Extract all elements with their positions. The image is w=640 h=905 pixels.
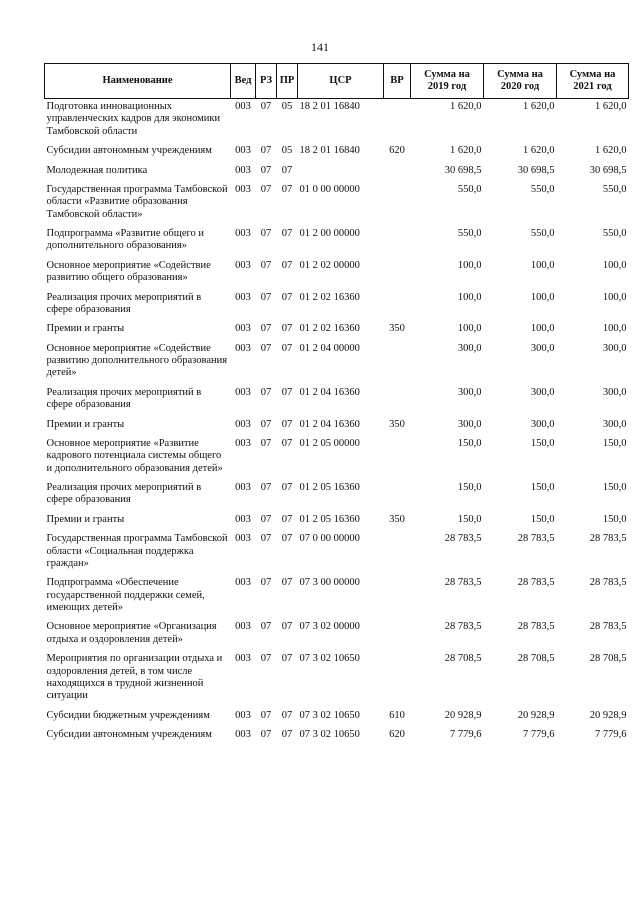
row-ved: 003 xyxy=(235,513,251,525)
row-sum-2020: 300,0 xyxy=(530,386,555,398)
row-csr: 01 2 04 16360 xyxy=(299,418,360,430)
row-vr xyxy=(384,651,411,708)
row-rz: 07 xyxy=(260,323,272,335)
row-csr: 01 2 05 00000 xyxy=(299,437,360,449)
row-sum-2019: 100,0 xyxy=(457,259,482,271)
row-csr xyxy=(298,163,384,182)
row-rz: 07 xyxy=(260,653,272,665)
row-sum-2021: 300,0 xyxy=(602,342,627,354)
row-sum-2020: 550,0 xyxy=(530,228,555,239)
row-vr: 610 xyxy=(389,709,405,721)
row-ved: 003 xyxy=(235,183,251,195)
row-name: Премии и гранты xyxy=(46,323,125,335)
row-rz: 07 xyxy=(260,418,272,430)
row-vr xyxy=(384,163,411,182)
row-pr: 07 xyxy=(281,653,293,665)
row-name: Реализация прочих мероприятий в сфере образования xyxy=(46,386,202,411)
row-sum-2019: 28 708,5 xyxy=(444,653,482,665)
row-sum-2020: 550,0 xyxy=(530,183,555,195)
row-ved: 003 xyxy=(235,709,251,721)
row-name: Подпрограмма «Развитие общего и дополнительного образования» xyxy=(46,228,205,252)
row-sum-2020: 7 779,6 xyxy=(523,729,555,740)
row-sum-2020: 28 783,5 xyxy=(517,621,555,633)
row-pr: 07 xyxy=(281,386,293,398)
header-vr: ВР xyxy=(384,64,411,99)
table-row xyxy=(45,436,629,480)
page-number: 141 xyxy=(311,40,329,54)
row-name: Основное мероприятие «Содействие развитию дополнительного образования детей» xyxy=(46,342,228,379)
row-sum-2019: 1 620,0 xyxy=(450,101,482,112)
row-sum-2021: 28 783,5 xyxy=(589,621,627,633)
row-sum-2020: 100,0 xyxy=(530,259,555,271)
row-csr: 01 2 05 16360 xyxy=(299,513,360,525)
table-row xyxy=(45,385,629,417)
row-vr xyxy=(384,290,411,322)
row-pr: 07 xyxy=(281,482,293,493)
row-vr xyxy=(384,258,411,290)
row-name: Основное мероприятие «Организация отдыха и оздоровления детей» xyxy=(46,621,217,645)
row-name: Субсидии автономным учреждениям xyxy=(46,145,212,157)
row-sum-2021: 7 779,6 xyxy=(595,729,627,740)
row-vr xyxy=(384,575,411,619)
row-sum-2020: 1 620,0 xyxy=(523,101,555,112)
row-vr xyxy=(384,99,411,144)
row-name: Государственная программа Тамбовской области «Развитие образования Тамбовской области» xyxy=(46,183,228,220)
row-pr: 07 xyxy=(281,342,293,354)
table-row xyxy=(45,99,629,144)
row-csr: 07 3 02 10650 xyxy=(299,709,360,721)
table-row xyxy=(45,341,629,385)
row-csr: 01 2 02 16360 xyxy=(299,323,360,335)
row-name: Мероприятия по организации отдыха и оздоровления детей, в том числе находящихся в трудной жизненной ситуации xyxy=(46,653,223,702)
table-row xyxy=(45,143,629,162)
row-ved: 003 xyxy=(235,621,251,633)
row-sum-2019: 300,0 xyxy=(457,386,482,398)
budget-table xyxy=(44,63,629,746)
row-rz: 07 xyxy=(260,482,272,493)
row-name: Премии и гранты xyxy=(46,513,125,525)
row-sum-2019: 150,0 xyxy=(457,513,482,525)
table-header-row xyxy=(45,64,629,99)
row-name: Основное мероприятие «Содействие развитию общего образования» xyxy=(46,259,211,284)
row-ved: 003 xyxy=(235,323,251,335)
row-vr xyxy=(384,531,411,575)
row-sum-2019: 150,0 xyxy=(457,437,482,449)
table-row xyxy=(45,727,629,746)
row-rz: 07 xyxy=(260,291,272,303)
row-csr: 07 3 02 10650 xyxy=(299,729,360,740)
row-ved: 003 xyxy=(235,437,251,449)
row-vr: 350 xyxy=(389,323,405,335)
row-pr: 07 xyxy=(281,533,293,545)
row-sum-2020: 28 783,5 xyxy=(517,577,555,589)
table-row xyxy=(45,182,629,226)
row-rz: 07 xyxy=(260,386,272,398)
row-sum-2021: 20 928,9 xyxy=(589,709,627,721)
row-pr: 07 xyxy=(281,709,293,721)
row-sum-2019: 20 928,9 xyxy=(444,709,482,721)
row-name: Реализация прочих мероприятий в сфере образования xyxy=(46,482,202,506)
row-sum-2019: 550,0 xyxy=(457,228,482,239)
row-ved: 003 xyxy=(235,482,251,493)
row-csr: 07 3 02 00000 xyxy=(299,621,360,633)
table-row xyxy=(45,321,629,340)
row-rz: 07 xyxy=(260,228,272,239)
row-sum-2019: 300,0 xyxy=(457,342,482,354)
row-ved: 003 xyxy=(235,259,251,271)
row-vr xyxy=(384,341,411,385)
row-ved: 003 xyxy=(235,729,251,740)
row-vr: 350 xyxy=(389,513,405,525)
row-pr: 07 xyxy=(281,437,293,449)
row-sum-2020: 100,0 xyxy=(530,291,555,303)
row-sum-2019: 30 698,5 xyxy=(444,164,482,176)
row-name: Подпрограмма «Обеспечение государственной поддержки семей, имеющих детей» xyxy=(46,577,205,613)
row-pr: 07 xyxy=(281,291,293,303)
row-vr xyxy=(384,182,411,226)
row-sum-2019: 7 779,6 xyxy=(450,729,482,740)
row-sum-2021: 550,0 xyxy=(602,183,627,195)
table-row xyxy=(45,708,629,727)
row-pr: 07 xyxy=(281,621,293,633)
row-rz: 07 xyxy=(260,729,272,740)
row-sum-2020: 30 698,5 xyxy=(517,164,555,176)
header-2019: Сумма на 2019 год xyxy=(411,64,484,99)
row-ved: 003 xyxy=(235,418,251,430)
row-sum-2019: 100,0 xyxy=(457,323,482,335)
row-sum-2021: 1 620,0 xyxy=(595,101,627,112)
row-rz: 07 xyxy=(260,164,272,176)
row-ved: 003 xyxy=(235,291,251,303)
row-rz: 07 xyxy=(260,101,272,112)
header-csr: ЦСР xyxy=(298,64,384,99)
row-sum-2021: 28 783,5 xyxy=(589,577,627,589)
row-rz: 07 xyxy=(260,513,272,525)
row-rz: 07 xyxy=(260,342,272,354)
row-sum-2019: 28 783,5 xyxy=(444,533,482,545)
row-csr: 01 2 00 00000 xyxy=(299,228,360,239)
row-csr: 07 0 00 00000 xyxy=(299,533,360,545)
row-vr: 620 xyxy=(389,729,405,740)
row-pr: 07 xyxy=(281,513,293,525)
row-rz: 07 xyxy=(260,437,272,449)
row-rz: 07 xyxy=(260,621,272,633)
row-pr: 07 xyxy=(281,729,293,740)
row-pr: 07 xyxy=(281,323,293,335)
row-vr xyxy=(384,436,411,480)
row-csr: 01 0 00 00000 xyxy=(299,183,360,195)
row-sum-2021: 28 783,5 xyxy=(589,533,627,545)
row-sum-2021: 28 708,5 xyxy=(589,653,627,665)
row-rz: 07 xyxy=(260,533,272,545)
row-rz: 07 xyxy=(260,145,272,157)
table-row xyxy=(45,258,629,290)
row-pr: 05 xyxy=(281,101,293,112)
table-row xyxy=(45,512,629,531)
row-csr: 01 2 04 00000 xyxy=(299,342,360,354)
row-sum-2019: 28 783,5 xyxy=(444,577,482,589)
table-row xyxy=(45,226,629,258)
row-ved: 003 xyxy=(235,342,251,354)
row-vr: 620 xyxy=(389,145,405,157)
row-csr: 18 2 01 16840 xyxy=(299,145,360,157)
header-rz: РЗ xyxy=(256,64,277,99)
header-ved: Вед xyxy=(231,64,256,99)
row-sum-2021: 30 698,5 xyxy=(589,164,627,176)
row-name: Реализация прочих мероприятий в сфере образования xyxy=(46,291,202,315)
row-pr: 07 xyxy=(281,228,293,239)
header-2021: Сумма на 2021 год xyxy=(557,64,629,99)
row-sum-2020: 150,0 xyxy=(530,513,555,525)
header-pr: ПР xyxy=(277,64,298,99)
row-sum-2020: 150,0 xyxy=(530,437,555,449)
header-name: Наименование xyxy=(45,64,231,99)
row-pr: 07 xyxy=(281,577,293,589)
row-rz: 07 xyxy=(260,577,272,589)
table-row xyxy=(45,651,629,708)
row-sum-2019: 100,0 xyxy=(457,291,482,303)
header-2020: Сумма на 2020 год xyxy=(484,64,557,99)
row-sum-2021: 300,0 xyxy=(602,386,627,398)
table-body xyxy=(45,99,629,747)
row-rz: 07 xyxy=(260,709,272,721)
row-pr: 07 xyxy=(281,164,293,176)
row-sum-2019: 300,0 xyxy=(457,418,482,430)
row-pr: 05 xyxy=(281,145,293,157)
row-sum-2020: 300,0 xyxy=(530,418,555,430)
row-sum-2021: 100,0 xyxy=(602,291,627,303)
row-sum-2021: 300,0 xyxy=(602,418,627,430)
row-csr: 01 2 02 00000 xyxy=(299,259,360,271)
row-sum-2020: 28 708,5 xyxy=(517,653,555,665)
row-csr: 01 2 02 16360 xyxy=(299,291,360,303)
row-vr xyxy=(384,619,411,651)
row-sum-2021: 1 620,0 xyxy=(595,145,627,157)
row-name: Субсидии бюджетным учреждениям xyxy=(46,709,210,721)
row-vr: 350 xyxy=(389,418,405,430)
row-sum-2019: 150,0 xyxy=(457,482,482,493)
row-ved: 003 xyxy=(235,228,251,239)
row-ved: 003 xyxy=(235,164,251,176)
row-csr: 01 2 05 16360 xyxy=(299,482,360,493)
row-ved: 003 xyxy=(235,533,251,545)
row-vr xyxy=(384,385,411,417)
row-sum-2019: 28 783,5 xyxy=(444,621,482,633)
row-sum-2019: 1 620,0 xyxy=(450,145,482,157)
row-name: Подготовка инновационных управленческих кадров для экономики Тамбовской области xyxy=(46,101,221,137)
row-sum-2021: 100,0 xyxy=(602,259,627,271)
row-pr: 07 xyxy=(281,183,293,195)
row-csr: 18 2 01 16840 xyxy=(299,101,360,112)
row-sum-2021: 550,0 xyxy=(602,228,627,239)
row-rz: 07 xyxy=(260,183,272,195)
table-row xyxy=(45,480,629,512)
row-sum-2021: 150,0 xyxy=(602,437,627,449)
row-sum-2020: 20 928,9 xyxy=(517,709,555,721)
row-vr xyxy=(384,480,411,512)
table-row xyxy=(45,575,629,619)
row-sum-2019: 550,0 xyxy=(457,183,482,195)
row-name: Основное мероприятие «Развитие кадрового потенциала системы общего и дополнительного образования детей» xyxy=(46,437,223,474)
row-sum-2020: 1 620,0 xyxy=(523,145,555,157)
row-name: Субсидии автономным учреждениям xyxy=(46,729,212,740)
row-vr xyxy=(384,226,411,258)
row-csr: 07 3 02 10650 xyxy=(299,653,360,665)
row-csr: 01 2 04 16360 xyxy=(299,386,360,398)
table-row xyxy=(45,290,629,322)
row-sum-2021: 150,0 xyxy=(602,482,627,493)
table-row xyxy=(45,163,629,182)
row-ved: 003 xyxy=(235,145,251,157)
row-csr: 07 3 00 00000 xyxy=(299,577,360,589)
row-name: Молодежная политика xyxy=(46,164,148,176)
row-sum-2020: 150,0 xyxy=(530,482,555,493)
row-sum-2020: 28 783,5 xyxy=(517,533,555,545)
row-sum-2021: 150,0 xyxy=(602,513,627,525)
row-name: Государственная программа Тамбовской области «Социальная поддержка граждан» xyxy=(46,533,228,569)
table-row xyxy=(45,531,629,575)
row-sum-2020: 300,0 xyxy=(530,342,555,354)
row-sum-2021: 100,0 xyxy=(602,323,627,335)
row-sum-2020: 100,0 xyxy=(530,323,555,335)
row-ved: 003 xyxy=(235,101,251,112)
row-rz: 07 xyxy=(260,259,272,271)
table-row xyxy=(45,417,629,436)
row-name: Премии и гранты xyxy=(46,418,125,430)
row-ved: 003 xyxy=(235,653,251,665)
row-ved: 003 xyxy=(235,577,251,589)
row-pr: 07 xyxy=(281,259,293,271)
row-ved: 003 xyxy=(235,386,251,398)
row-pr: 07 xyxy=(281,418,293,430)
table-row xyxy=(45,619,629,651)
